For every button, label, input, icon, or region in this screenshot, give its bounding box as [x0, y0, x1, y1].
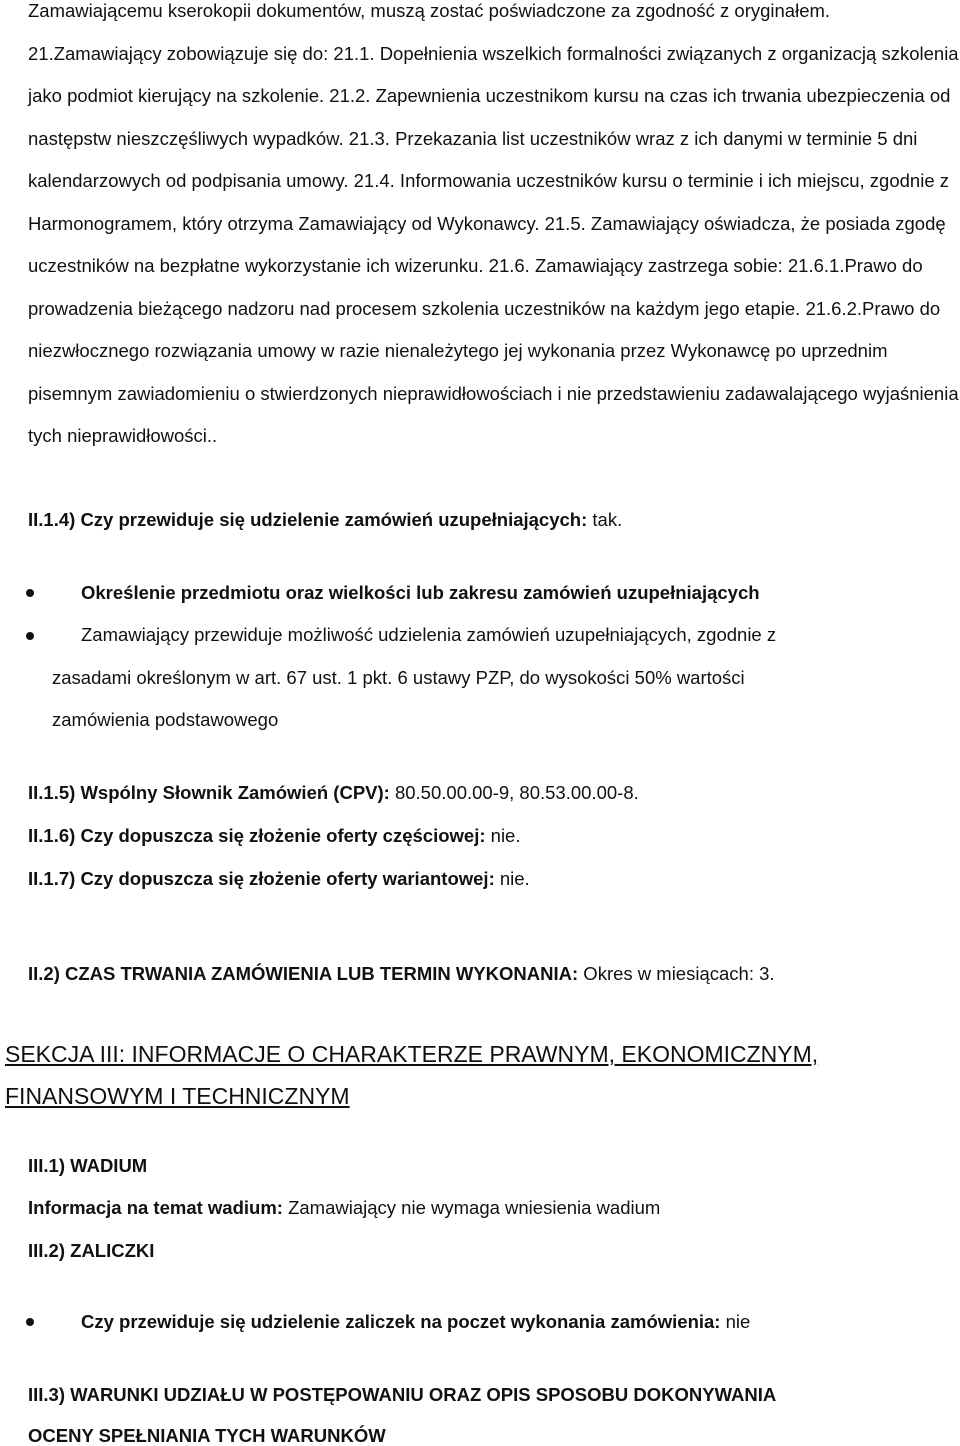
ii-2-label: II.2) CZAS TRWANIA ZAMÓWIENIA LUB TERMIN WYKONANIA:	[28, 963, 579, 984]
iii-1-info-value: Zamawiający nie wymaga wniesienia wadium	[282, 1197, 661, 1218]
ii-1-5-value: 80.50.00.00-9, 80.53.00.00-8.	[389, 782, 639, 803]
bullet-3	[26, 1318, 34, 1326]
bullet-item-2-text-1: Zamawiający przewiduje możliwość udzielenia zamówień uzupełniających, zgodnie z	[81, 624, 777, 645]
ii-2-line	[28, 962, 775, 986]
bullet-item-2-text-3: zamówienia podstawowego	[52, 709, 279, 730]
ii-1-7-value: nie.	[494, 868, 530, 889]
ii-1-6-value: nie.	[485, 825, 521, 846]
section-3-heading-line-1	[5, 1033, 818, 1075]
iii-1-info-label: Informacja na temat wadium:	[28, 1197, 283, 1218]
ii-1-6-line	[28, 824, 520, 848]
ii-1-7-line	[28, 867, 530, 891]
iii-3-title-text-2: OCENY SPEŁNIANIA TYCH WARUNKÓW	[28, 1425, 386, 1446]
bullet-item-2-line-2	[52, 666, 745, 690]
ii-1-7-label: II.1.7) Czy dopuszcza się złożenie oferty wariantowej:	[28, 868, 495, 889]
iii-3-title-text-1: III.3) WARUNKI UDZIAŁU W POSTĘPOWANIU ORAZ OPIS SPOSOBU DOKONYWANIA	[28, 1384, 777, 1405]
intro-text: Zamawiającemu kserokopii dokumentów, muszą zostać poświadczone za zgodność z oryginałem. 21.Zamawiający zobowiązuje się do: 21.1. Dopełnienia wszelkich formalności związanych z organizacją szkolenia jako podmiot kierujący na szkolenie. 21.2. Zapewnienia uczestnikom kursu na czas ich trwania ubezpieczenia od następstw nieszczęśliwych wypadków. 21.3. Przekazania list uczestników wraz z ich danymi w terminie 5 dni kalendarzowych od podpisania umowy. 21.4. Informowania uczestników kursu o terminie i ich miejscu, zgodnie z Harmonogramem, który otrzyma Zamawiający od Wykonawcy. 21.5. Zamawiający oświadcza, że posiada zgodę uczestników na bezpłatne wykorzystanie ich wizerunku. 21.6. Zamawiający zastrzega sobie: 21.6.1.Prawo do prowadzenia bieżącego nadzoru nad procesem szkolenia uczestników na każdym jego etapie. 21.6.2.Prawo do niezwłocznego rozwiązania umowy w razie nienależytego jej wykonania przez Wykonawcę po uprzednim pisemnym zawiadomieniu o stwierdzonych nieprawidłowościach i nie przedstawieniu zadawalającego wyjaśnienia tych nieprawidłowości..	[28, 0, 959, 446]
bullet-item-2-line-3	[52, 708, 278, 732]
bullet-item-1-text: Określenie przedmiotu oraz wielkości lub zakresu zamówień uzupełniających	[81, 582, 760, 603]
ii-1-5-label: II.1.5) Wspólny Słownik Zamówień (CPV):	[28, 782, 390, 803]
ii-1-4-label: II.1.4) Czy przewiduje się udzielenie zamówień uzupełniających:	[28, 509, 588, 530]
section-3-heading-text-1: SEKCJA III: INFORMACJE O CHARAKTERZE PRAWNYM, EKONOMICZNYM,	[5, 1041, 819, 1067]
iii-1-info-line	[28, 1196, 660, 1220]
iii-2-title	[28, 1239, 154, 1263]
ii-1-4-value: tak.	[587, 509, 623, 530]
section-3-heading-text-2: FINANSOWYM I TECHNICZNYM	[5, 1083, 350, 1109]
intro-paragraph	[28, 0, 960, 458]
iii-2-title-text: III.2) ZALICZKI	[28, 1240, 155, 1261]
bullet-1	[26, 589, 34, 597]
bullet-item-2-text-2: zasadami określonym w art. 67 ust. 1 pkt. 6 ustawy PZP, do wysokości 50% wartości	[52, 667, 745, 688]
iii-3-title-line-2	[28, 1425, 386, 1446]
bullet-2	[26, 632, 34, 640]
iii-2-bullet-label: Czy przewiduje się udzielenie zaliczek na poczet wykonania zamówienia:	[81, 1311, 721, 1332]
section-3-heading-line-2	[5, 1075, 350, 1117]
ii-2-value: Okres w miesiącach: 3.	[578, 963, 775, 984]
ii-1-4-line	[28, 508, 622, 532]
iii-2-bullet-value: nie	[720, 1311, 751, 1332]
iii-2-bullet-line	[81, 1310, 750, 1334]
bullet-item-2-line-1	[81, 623, 776, 647]
iii-1-title	[28, 1154, 147, 1178]
iii-3-title-line-1	[28, 1383, 776, 1407]
iii-1-title-text: III.1) WADIUM	[28, 1155, 148, 1176]
ii-1-6-label: II.1.6) Czy dopuszcza się złożenie oferty częściowej:	[28, 825, 486, 846]
bullet-item-1	[81, 581, 760, 605]
ii-1-5-line	[28, 781, 639, 805]
